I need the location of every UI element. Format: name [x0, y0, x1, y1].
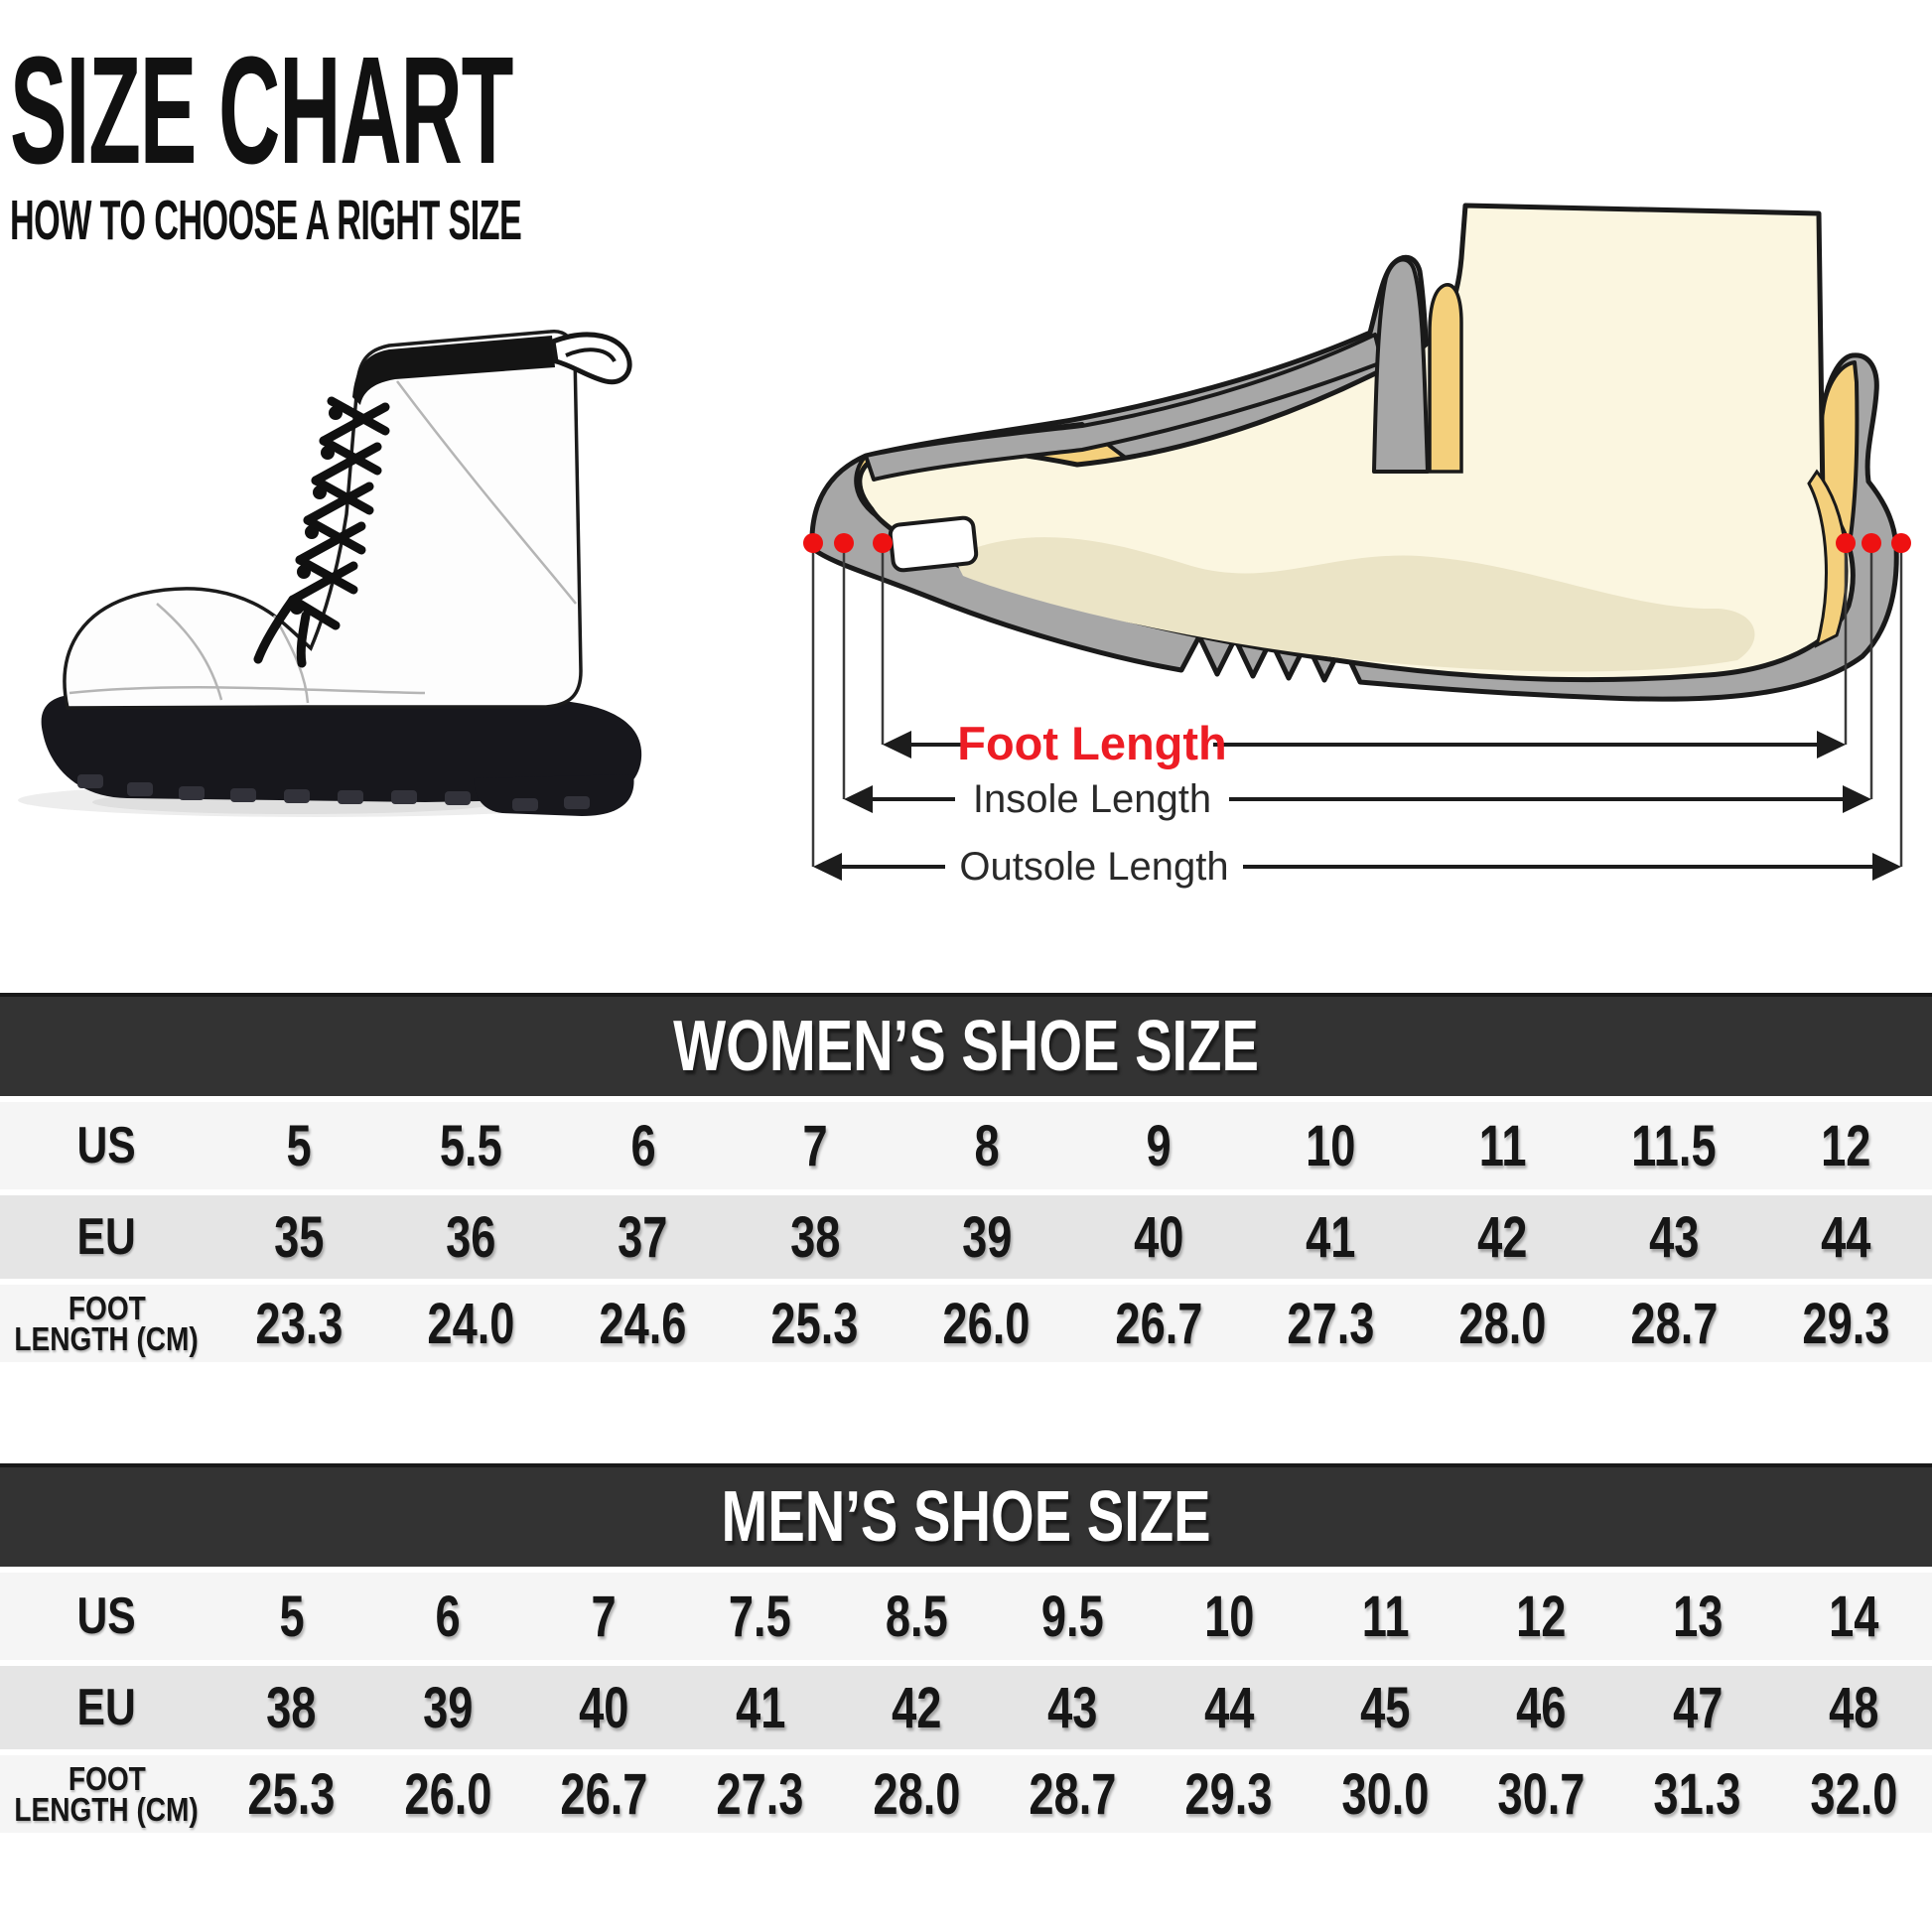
size-cell — [1072, 1285, 1244, 1362]
size-value: 28.7 — [1630, 1291, 1719, 1356]
toenail — [890, 517, 977, 572]
size-value: 46 — [1516, 1675, 1567, 1740]
size-value: 39 — [422, 1675, 474, 1740]
size-value: 7 — [802, 1113, 828, 1178]
size-cell — [838, 1755, 994, 1833]
size-value: 10 — [1203, 1584, 1254, 1649]
size-cell — [1245, 1102, 1417, 1189]
table-row — [0, 1285, 1932, 1362]
size-cell — [1776, 1573, 1932, 1660]
size-cell — [385, 1195, 557, 1279]
women-size-table — [0, 993, 1932, 1362]
size-cell — [1417, 1195, 1588, 1279]
size-cell — [682, 1755, 838, 1833]
size-value: 8 — [974, 1113, 1000, 1178]
size-cell — [1463, 1573, 1619, 1660]
row-label-text: LENGTH (CM) — [14, 1791, 200, 1828]
size-value: 5 — [286, 1113, 313, 1178]
size-cell — [900, 1195, 1072, 1279]
size-cell — [1308, 1573, 1463, 1660]
size-cell — [1072, 1195, 1244, 1279]
page-subtitle: HOW TO CHOOSE A RIGHT SIZE — [10, 189, 522, 252]
men-table-header — [0, 1463, 1932, 1567]
men-table-body — [0, 1573, 1932, 1833]
size-cell — [1245, 1195, 1417, 1279]
men-table-title: MEN’S SHOE SIZE — [721, 1477, 1211, 1557]
size-cell — [1588, 1285, 1760, 1362]
size-value: 44 — [1821, 1204, 1871, 1270]
size-value: 27.3 — [1287, 1291, 1375, 1356]
row-label — [0, 1285, 213, 1362]
size-cell — [995, 1573, 1151, 1660]
size-value: 41 — [1305, 1204, 1356, 1270]
size-cell — [526, 1573, 682, 1660]
size-value: 28.0 — [873, 1761, 961, 1827]
women-table-title: WOMEN’S SHOE SIZE — [673, 1007, 1259, 1086]
size-value: 31.3 — [1653, 1761, 1741, 1827]
size-cell — [213, 1755, 369, 1833]
size-cell — [1619, 1755, 1775, 1833]
size-value: 24.0 — [427, 1291, 515, 1356]
size-cell — [1072, 1102, 1244, 1189]
size-cell — [1619, 1666, 1775, 1749]
insole-length-label: Insole Length — [972, 777, 1212, 821]
size-value: 11.5 — [1631, 1113, 1718, 1178]
row-label-text: US — [76, 1117, 137, 1174]
size-value: 35 — [274, 1204, 325, 1270]
size-cell — [1245, 1285, 1417, 1362]
row-label — [0, 1755, 213, 1833]
size-cell — [557, 1195, 729, 1279]
size-value: 5.5 — [440, 1113, 503, 1178]
size-cell — [1308, 1666, 1463, 1749]
size-value: 13 — [1672, 1584, 1724, 1649]
size-cell — [1463, 1755, 1619, 1833]
size-cell — [1417, 1102, 1588, 1189]
size-cell — [900, 1102, 1072, 1189]
size-cell — [838, 1666, 994, 1749]
size-cell — [1776, 1755, 1932, 1833]
size-value: 26.0 — [404, 1761, 492, 1827]
size-cell — [900, 1285, 1072, 1362]
size-cell — [213, 1285, 385, 1362]
size-value: 42 — [1477, 1204, 1528, 1270]
size-cell — [1760, 1102, 1932, 1189]
table-row — [0, 1573, 1932, 1660]
size-value: 24.6 — [599, 1291, 687, 1356]
size-value: 26.7 — [1114, 1291, 1203, 1356]
size-value: 47 — [1672, 1675, 1724, 1740]
size-value: 27.3 — [716, 1761, 804, 1827]
row-label — [0, 1195, 213, 1279]
size-value: 23.3 — [255, 1291, 344, 1356]
size-value: 30.0 — [1341, 1761, 1430, 1827]
table-row — [0, 1195, 1932, 1279]
size-value: 40 — [1133, 1204, 1184, 1270]
size-value: 45 — [1360, 1675, 1411, 1740]
page-title: SIZE CHART — [10, 25, 513, 196]
size-cell — [1463, 1666, 1619, 1749]
size-value: 30.7 — [1497, 1761, 1586, 1827]
size-cell — [1619, 1573, 1775, 1660]
size-value: 14 — [1829, 1584, 1879, 1649]
foot-diagram — [635, 55, 1932, 898]
size-cell — [995, 1755, 1151, 1833]
size-cell — [1776, 1666, 1932, 1749]
row-label-text: EU — [76, 1208, 137, 1266]
size-cell — [838, 1573, 994, 1660]
size-value: 29.3 — [1184, 1761, 1273, 1827]
size-cell — [1308, 1755, 1463, 1833]
size-value: 48 — [1829, 1675, 1879, 1740]
size-cell — [213, 1666, 369, 1749]
men-size-table — [0, 1463, 1932, 1833]
size-value: 32.0 — [1810, 1761, 1898, 1827]
size-value: 43 — [1047, 1675, 1098, 1740]
size-value: 28.7 — [1029, 1761, 1117, 1827]
boot-image — [8, 266, 703, 842]
size-cell — [369, 1666, 525, 1749]
row-label — [0, 1573, 213, 1660]
size-value: 6 — [435, 1584, 461, 1649]
size-value: 44 — [1203, 1675, 1254, 1740]
table-row — [0, 1102, 1932, 1189]
size-cell — [213, 1195, 385, 1279]
size-value: 9.5 — [1041, 1584, 1104, 1649]
size-value: 11 — [1478, 1113, 1527, 1178]
size-cell — [1760, 1195, 1932, 1279]
size-value: 26.7 — [560, 1761, 648, 1827]
size-cell — [213, 1102, 385, 1189]
size-value: 12 — [1516, 1584, 1567, 1649]
size-value: 40 — [579, 1675, 629, 1740]
row-label-text: FOOT — [68, 1290, 146, 1326]
size-value: 41 — [735, 1675, 785, 1740]
size-cell — [1588, 1102, 1760, 1189]
size-value: 7 — [591, 1584, 617, 1649]
size-cell — [1417, 1285, 1588, 1362]
size-cell — [385, 1285, 557, 1362]
size-value: 26.0 — [942, 1291, 1031, 1356]
size-cell — [1588, 1195, 1760, 1279]
foot-diagram-image — [635, 55, 1932, 898]
foot-length-label: Foot Length — [957, 717, 1227, 769]
size-value: 25.3 — [247, 1761, 336, 1827]
size-value: 38 — [266, 1675, 317, 1740]
size-value: 37 — [618, 1204, 668, 1270]
table-row — [0, 1755, 1932, 1833]
size-value: 28.0 — [1458, 1291, 1547, 1356]
outsole-length-label: Outsole Length — [959, 845, 1229, 889]
size-cell — [1151, 1573, 1307, 1660]
size-cell — [526, 1666, 682, 1749]
women-table-header — [0, 993, 1932, 1096]
size-cell — [557, 1102, 729, 1189]
row-label-text: LENGTH (CM) — [14, 1320, 200, 1357]
size-value: 11 — [1361, 1584, 1410, 1649]
size-value: 5 — [279, 1584, 305, 1649]
size-cell — [729, 1195, 900, 1279]
row-label-text: EU — [76, 1679, 137, 1736]
size-value: 43 — [1649, 1204, 1700, 1270]
size-value: 36 — [446, 1204, 496, 1270]
row-label-text: FOOT — [68, 1760, 146, 1797]
size-value: 8.5 — [885, 1584, 948, 1649]
table-row — [0, 1666, 1932, 1749]
size-cell — [1760, 1285, 1932, 1362]
size-value: 12 — [1821, 1113, 1871, 1178]
boot-illustration — [8, 266, 703, 842]
size-value: 38 — [789, 1204, 840, 1270]
size-cell — [526, 1755, 682, 1833]
size-cell — [995, 1666, 1151, 1749]
size-cell — [729, 1285, 900, 1362]
size-cell — [385, 1102, 557, 1189]
size-cell — [213, 1573, 369, 1660]
size-value: 29.3 — [1802, 1291, 1890, 1356]
boot-upper — [65, 332, 581, 708]
size-cell — [369, 1755, 525, 1833]
size-cell — [682, 1573, 838, 1660]
size-value: 39 — [961, 1204, 1013, 1270]
size-value: 7.5 — [729, 1584, 792, 1649]
size-cell — [557, 1285, 729, 1362]
size-value: 9 — [1146, 1113, 1172, 1178]
row-label — [0, 1102, 213, 1189]
size-cell — [369, 1573, 525, 1660]
row-label — [0, 1666, 213, 1749]
size-cell — [682, 1666, 838, 1749]
size-value: 10 — [1305, 1113, 1356, 1178]
size-value: 6 — [630, 1113, 656, 1178]
size-cell — [729, 1102, 900, 1189]
size-value: 25.3 — [770, 1291, 859, 1356]
size-cell — [1151, 1666, 1307, 1749]
row-label-text: US — [76, 1587, 137, 1645]
women-table-body — [0, 1102, 1932, 1362]
size-cell — [1151, 1755, 1307, 1833]
size-value: 42 — [891, 1675, 942, 1740]
